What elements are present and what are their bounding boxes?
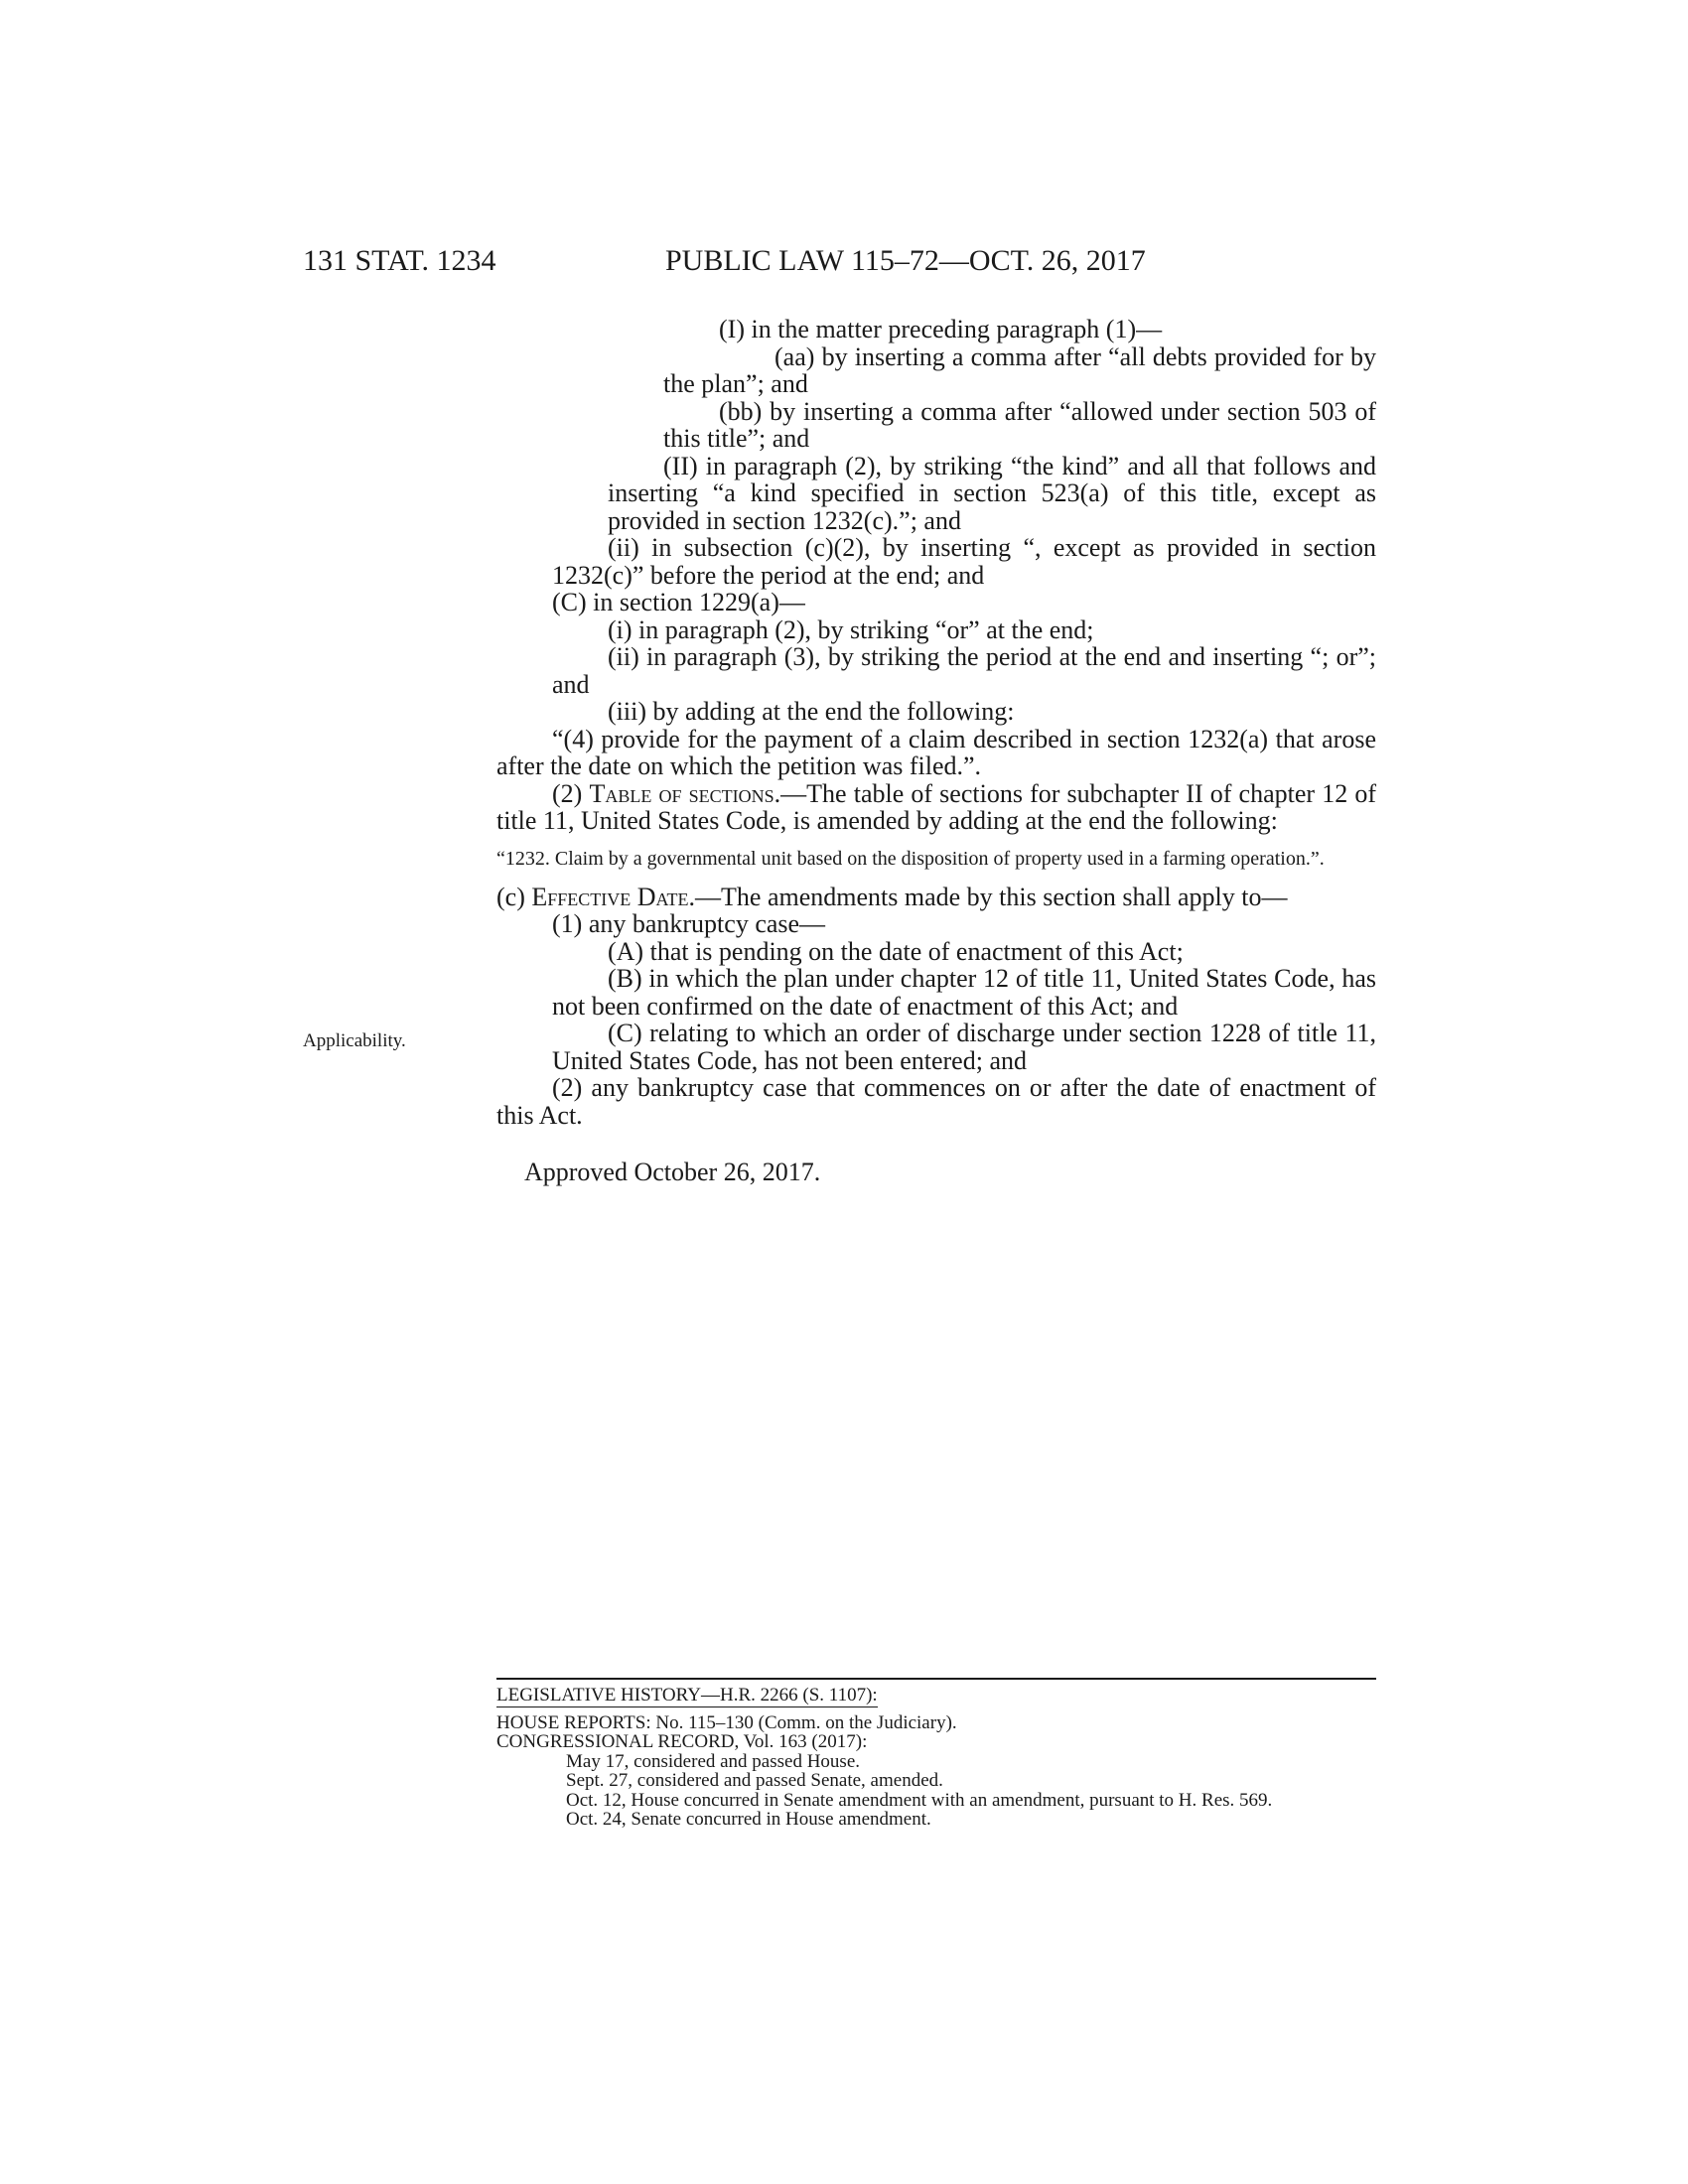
clause-i-1229: (i) in paragraph (2), by striking “or” at the end;: [608, 614, 1094, 644]
margin-note: Applicability.: [303, 1030, 406, 1051]
history-rule: [496, 1678, 1376, 1680]
history-title: LEGISLATIVE HISTORY—H.R. 2266 (S. 1107):: [496, 1685, 878, 1706]
subsection-c-1-A: (A) that is pending on the date of enactment of this Act;: [608, 936, 1184, 966]
subsection-c-1: (1) any bankruptcy case—: [552, 909, 826, 938]
house-reports: HOUSE REPORTS: No. 115–130 (Comm. on the Judiciary).: [496, 1711, 957, 1733]
item-bb: (bb) by inserting a comma after “allowed under section 503 of this title”; and: [663, 396, 1376, 453]
clause-iii-1229: (iii) by adding at the end the following:: [608, 697, 1015, 726]
history-item: Oct. 12, House concurred in Senate amendment with an amendment, pursuant to H. Res. 569.: [566, 1789, 1273, 1811]
clause-I: (I) in the matter preceding paragraph (1)—: [719, 315, 1163, 343]
history-item: May 17, considered and passed House.: [566, 1750, 861, 1772]
paragraph-2-heading: Table of sections: [589, 778, 774, 808]
subsection-c-text: .—The amendments made by this section shall apply to—: [688, 882, 1288, 911]
page-header-title: PUBLIC LAW 115–72—OCT. 26, 2017: [665, 244, 1146, 277]
subsection-c: [469, 884, 1376, 911]
congressional-record: CONGRESSIONAL RECORD, Vol. 163 (2017):: [496, 1731, 868, 1752]
paragraph-2-table-of-sections: [496, 780, 1376, 835]
subsection-c-1-C: (C) relating to which an order of discharge under section 1228 of title 11, United States Code, has not been entered; and: [552, 1019, 1376, 1075]
clause-ii: (ii) in subsection (c)(2), by inserting “, except as provided in section 1232(c)” before the period at the end; and: [552, 533, 1376, 590]
page-stat-number: 131 STAT. 1234: [303, 244, 496, 277]
legislative-history: [496, 1678, 1376, 1830]
subsection-c-letter: (c): [496, 882, 532, 911]
table-of-sections-entry: “1232. Claim by a governmental unit based on the disposition of property used in a farming operation.”.: [496, 847, 1325, 870]
paragraph-2-text: .—The table of sections for subchapter II of chapter 12 of title 11, United States Code, is amended by adding at the end the following:: [496, 778, 1376, 835]
subpar-C: (C) in section 1229(a)—: [552, 588, 805, 616]
subsection-c-heading: Effective Date: [531, 882, 689, 911]
item-aa: (aa) by inserting a comma after “all debts provided for by the plan”; and: [663, 341, 1376, 398]
paragraph-2-number: (2): [552, 778, 590, 808]
clause-ii-1229: (ii) in paragraph (3), by striking the period at the end and inserting “; or”; and: [552, 642, 1376, 699]
approval-date: Approved October 26, 2017.: [524, 1158, 821, 1186]
subsection-c-2: (2) any bankruptcy case that commences on or after the date of enactment of this Act.: [496, 1073, 1376, 1130]
history-item: Oct. 24, Senate concurred in House amendment.: [566, 1809, 931, 1830]
quoted-paragraph-4: “(4) provide for the payment of a claim described in section 1232(a) that arose after the date on which the petition was filed.”.: [496, 724, 1376, 780]
clause-II: (II) in paragraph (2), by striking “the kind” and all that follows and inserting “a kind specified in section 523(a) of this title, except as provided in section 1232(c).”; and: [608, 451, 1376, 535]
subsection-c-1-B: (B) in which the plan under chapter 12 of title 11, United States Code, has not been confirmed on the date of enactment of this Act; and: [552, 964, 1376, 1021]
main-text-column: [496, 316, 1376, 1186]
history-item: Sept. 27, considered and passed Senate, amended.: [566, 1770, 943, 1791]
